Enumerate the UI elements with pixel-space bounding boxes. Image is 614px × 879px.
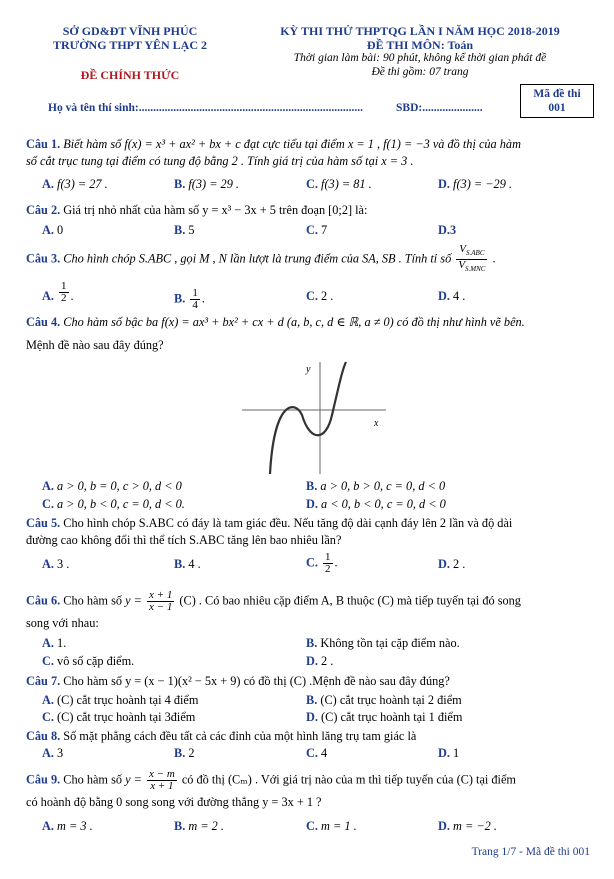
question-4-options [40,478,580,512]
page-footer: Trang 1/7 - Mã đề thi 001 [471,846,590,858]
option-a-label[interactable]: A. [42,636,54,650]
option-b-label[interactable]: B. [174,177,186,191]
question-text: Cho hàm số [63,593,123,608]
question-label: Câu 5. [26,516,61,530]
option-a-text: a > 0, b = 0, c > 0, d < 0 [57,479,182,493]
option-d-label[interactable]: D. [438,177,450,191]
option-b-text: (C) cắt trục hoành tại 2 điểm [320,693,462,707]
option-a-text: 0 [57,223,64,237]
axis-y-label: y [306,364,311,375]
option-a-label[interactable]: A. [42,557,54,571]
option-d-text[interactable]: D.3 [438,223,457,237]
exam-subject: ĐỀ THI MÔN: Toán [366,38,474,52]
question-4 [26,314,592,354]
question-3-options: A. $\frac{1}{2}$ . B. $\frac{1}{4}$ . C. 2 . D. 4 . [42,279,466,311]
option-d-text: 2 . [453,557,466,571]
option-a-den: 2 [61,291,67,304]
question-text-cont: Mệnh đề nào sau đây đúng? [26,338,164,352]
option-d-label[interactable]: D. [438,819,450,833]
question-7 [26,673,592,690]
question-label: Câu 4. [26,315,61,329]
option-c-text: m = 1 . [321,819,357,833]
option-d-text: a < 0, b < 0, c = 0, d < 0 [321,497,446,511]
option-a-label[interactable]: A. [42,693,54,707]
option-b-label[interactable]: B. [306,479,318,493]
option-d-text: 1 [453,746,460,760]
option-c-text: vô số cặp điểm. [57,654,135,668]
candidate-name-line: Họ và tên thí sinh:.............................................................................. [48,102,363,114]
ratio-num-sub: S.ABC [466,249,485,258]
option-a-label[interactable]: A. [42,479,54,493]
question-text: Cho hình chóp S.ABC có đáy là tam giác đều. Nếu tăng độ dài cạnh đáy lên 2 lần và độ dài [63,516,513,530]
option-a-text: (C) cắt trục hoành tại 4 điểm [57,693,199,707]
axis-x-label: x [374,418,379,429]
option-c-text: 4 [321,746,328,760]
question-text-cont: đường cao không đổi thì thể tích S.ABC tăng lên bao nhiêu lần? [26,533,342,547]
option-c-den: 2 [325,563,331,575]
question-text: Số mặt phẳng cách đều tất cả các đỉnh của một hình lăng trụ tam giác là [63,729,417,743]
question-label: Câu 7. [26,674,61,688]
option-d-label[interactable]: D. [438,557,450,571]
option-b-den: 4 [192,299,198,311]
ratio-num: V [459,243,467,255]
option-c-label[interactable]: C. [42,710,54,724]
function-fraction [147,769,177,792]
option-a-text: 3 . [57,557,70,571]
option-c-label[interactable]: C. [306,289,318,303]
option-a-label[interactable]: A. [42,177,54,191]
official-label: ĐỀ CHÍNH THỨC [80,68,180,82]
cubic-graph [240,360,390,476]
option-b-text: m = 2 . [188,819,224,833]
question-text: Cho hàm số bậc ba f(x) = ax³ + bx² + cx + d (a, b, c, d ∈ ℝ, a ≠ 0) có đồ thị như hình vẽ bên. [63,315,525,329]
option-c-text: f(3) = 81 . [321,177,372,191]
function-fraction [147,590,174,613]
option-b-text: Không tồn tại cặp điểm nào. [320,636,460,650]
option-c-text: (C) cắt trục hoành tại 3điểm [57,710,196,724]
question-text-cont: số cắt trục tung tại điểm có tung độ bằng 2 . Tính giá trị của hàm số tại x = 3 . [26,154,414,168]
exam-pages: Đề thi gồm: 07 trang [371,66,469,78]
ratio-den-sub: S.MNC [465,265,486,274]
option-b-label[interactable]: B. [174,291,186,306]
candidate-sbd-line: SBD:..................... [396,102,483,114]
ratio-fraction [456,244,487,275]
question-text: Cho hàm số [63,772,123,787]
option-b-text: 5 [188,223,195,237]
option-c-num: 1 [325,551,331,563]
question-label: Câu 9. [26,772,61,787]
function-num: x + 1 [149,589,173,601]
option-c-label[interactable]: C. [42,497,54,511]
option-b-text: 4 . [188,557,201,571]
option-b-text: 2 [188,746,195,760]
exam-code: 001 [548,102,566,114]
exam-title: KỲ THI THỬ THPTQG LẦN I NĂM HỌC 2018-2019 [280,24,560,38]
option-b-label[interactable]: B. [174,223,186,237]
question-1 [26,136,592,170]
question-6-options [40,635,580,669]
option-c-label[interactable]: C. [306,819,318,833]
function-den: x − 1 [149,601,173,613]
option-b-label[interactable]: B. [306,693,318,707]
option-b-label[interactable]: B. [174,557,186,571]
exam-code-box [520,84,594,118]
option-d-label[interactable]: D. [306,497,318,511]
option-c-text: 7 [321,223,328,237]
option-b-text: a > 0, b > 0, c = 0, d < 0 [320,479,446,493]
option-d-label[interactable]: D. [306,710,318,724]
exam-code-label: Mã đề thi [533,88,581,100]
option-a-label[interactable]: A. [42,223,54,237]
question-text: Cho hàm số y = (x − 1)(x² − 5x + 9) có đồ thị (C) .Mệnh đề nào sau đây đúng? [63,674,450,688]
option-d-label[interactable]: D. [438,289,450,303]
option-b-label[interactable]: B. [174,819,186,833]
option-a-label[interactable]: A. [42,819,54,833]
option-a-text: m = 3 . [57,819,93,833]
option-c-label[interactable]: C. [306,555,318,570]
dept-name: SỞ GD&ĐT VĨNH PHÚC [62,24,198,38]
question-9-options [40,818,580,834]
function-num: x − m [149,768,175,780]
option-b-label[interactable]: B. [306,636,318,650]
question-label: Câu 3. [26,251,61,266]
option-a-label[interactable]: A. [42,746,54,760]
question-text-2: (C) . Có bao nhiêu cặp điểm A, B thuộc (C) mà tiếp tuyến tại đó song [179,593,521,608]
question-1-options [40,176,580,192]
question-text-cont: có hoành độ bằng 0 song song với đường thẳng y = 3x + 1 ? [26,795,322,809]
question-7-options [40,692,580,726]
question-text: Biết hàm số f(x) = x³ + ax² + bx + c đạt cực tiểu tại điểm x = 1 , f(1) = −3 và đồ thị của hàm [63,137,521,151]
option-a-num: 1 [61,279,67,292]
exam-time: Thời gian làm bài: 90 phút, không kể thời gian phát đề [293,52,547,64]
question-9 [26,769,592,811]
option-a-label[interactable]: A. [42,289,54,303]
option-c-text: a > 0, b < 0, c = 0, d < 0. [57,497,185,511]
function-y: y = [125,593,142,608]
question-5-options: A. 3 . B. 4 . C. $\frac{1}{2}$ . D. 2 . [42,551,466,575]
question-label: Câu 8. [26,729,61,743]
option-c-label[interactable]: C. [42,654,54,668]
question-text: Giá trị nhỏ nhất của hàm số y = x³ − 3x + 5 trên đoạn [0;2] là: [63,203,368,217]
option-d-label[interactable]: D. [438,746,450,760]
question-2 [26,202,592,219]
option-d-label[interactable]: D. [306,654,318,668]
option-b-num: 1 [192,287,198,299]
option-c-label[interactable]: C. [306,177,318,191]
function-y: y = [125,772,142,787]
option-b-text: f(3) = 29 . [188,177,240,191]
option-c-label[interactable]: C. [306,746,318,760]
option-c-text: 2 . [321,289,334,303]
question-text-2: có đồ thị (Cₘ) . Với giá trị nào của m thì tiếp tuyến của (C) tại điểm [181,772,516,787]
school-name: TRƯỜNG THPT YÊN LẠC 2 [52,38,208,52]
question-2-options [40,222,580,238]
option-d-text: 4 . [453,289,466,303]
option-d-text: (C) cắt trục hoành tại 1 điểm [321,710,463,724]
question-label: Câu 6. [26,593,61,608]
question-6 [26,590,592,632]
cubic-curve [270,362,346,474]
question-3: Câu 3. Cho hình chóp S.ABC , gọi M , N lần lượt là trung điểm của SA, SB . Tính tỉ số $\frac{V_{S.ABC}}{V_{S.MNC}}$ . [26,243,496,274]
option-d-text: m = −2 . [453,819,497,833]
question-label: Câu 1. [26,137,61,151]
function-den: x + 1 [150,780,174,792]
ratio-den: V [458,259,466,272]
option-a-text: f(3) = 27 . [57,177,108,191]
question-text-cont: song với nhau: [26,616,99,630]
question-label: Câu 2. [26,203,61,217]
question-8 [26,728,592,745]
option-a-text: 3 [57,746,64,760]
question-5 [26,515,592,549]
question-text: Cho hình chóp S.ABC , gọi M , N lần lượt là trung điểm của SA, SB . Tính tỉ số [63,251,452,266]
option-d-text: 2 . [321,654,334,668]
option-b-label[interactable]: B. [174,746,186,760]
option-a-text: 1. [57,636,67,650]
option-d-text: f(3) = −29 . [453,177,512,191]
question-8-options [40,745,580,761]
option-c-label[interactable]: C. [306,223,318,237]
